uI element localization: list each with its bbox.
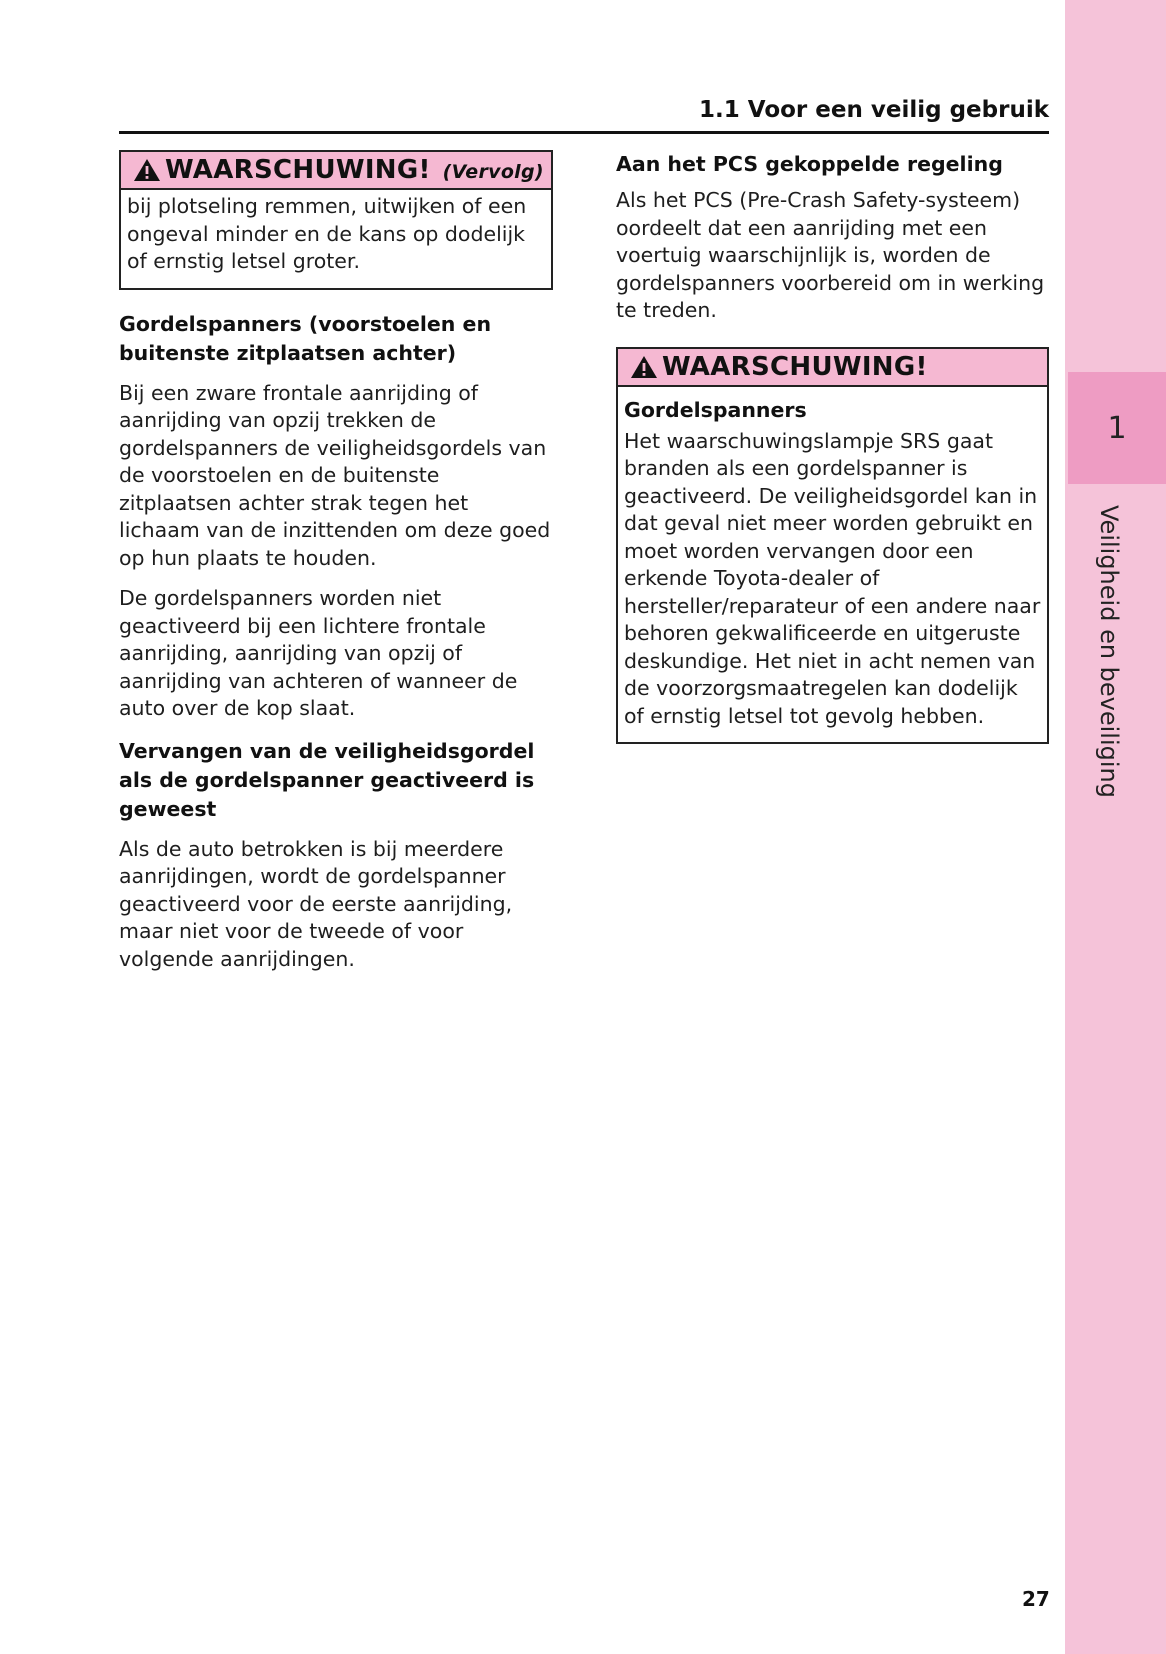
section-heading-vervangen: Vervangen van de veiligheidsgordel als de gordelspanner geactiveerd is geweest — [119, 738, 535, 821]
section-heading-pcs: Aan het PCS gekoppelde regeling — [616, 152, 1003, 176]
warning-body — [618, 387, 1047, 743]
chapter-tab — [1068, 372, 1166, 484]
paragraph: De gordelspanners worden niet geactiveerd bij een lichtere frontale aanrijding, aanrijding van opzij of aanrijding van achteren of wanneer de auto over de kop slaat. — [119, 586, 518, 720]
warning-triangle-icon — [133, 158, 161, 182]
chapter-label: Veiligheid en beveiliging — [1095, 505, 1123, 798]
chapter-sidebar — [1065, 0, 1166, 1654]
warning-title: WAARSCHUWING! — [165, 155, 431, 185]
paragraph: Als de auto betrokken is bij meerdere aanrijdingen, wordt de gordelspanner geactiveerd voor de eerste aanrijding, maar niet voor de tweede of voor volgende aanrijdingen. — [119, 836, 513, 971]
warning-box-continued — [119, 150, 553, 290]
header-divider — [119, 131, 1049, 134]
warning-body — [121, 190, 551, 288]
warning-triangle-icon — [630, 355, 658, 379]
warning-header — [618, 349, 1047, 387]
paragraph: Bij een zware frontale aanrijding of aanrijding van opzij trekken de gordelspanners de veiligheidsgordels van de voorstoelen en de buitenste zitplaatsen achter strak tegen het lichaam van de inzittenden om deze goed op hun plaats te houden. — [119, 380, 551, 570]
chapter-number: 1 — [1107, 410, 1127, 446]
warning-text: bij plotseling remmen, uitwijken of een ongeval minder en de kans op dodelijk of ernstig letsel groter. — [127, 194, 527, 273]
page-header-title: 1.1 Voor een veilig gebruik — [699, 97, 1049, 123]
warning-title: WAARSCHUWING! — [662, 351, 928, 382]
warning-header — [121, 152, 551, 190]
left-column — [119, 150, 553, 973]
page-number: 27 — [1022, 1587, 1050, 1611]
section-heading-gordelspanners: Gordelspanners (voorstoelen en buitenste zitplaatsen achter) — [119, 311, 492, 365]
warning-box — [616, 347, 1049, 745]
warning-continued-label: (Vervolg) — [442, 161, 544, 183]
warning-subheading: Gordelspanners — [624, 397, 807, 422]
right-column — [616, 150, 1049, 764]
warning-text: Het waarschuwingslampje SRS gaat branden als een gordelspanner is geactiveerd. De veiligheidsgordel kan in dat geval niet meer worden gebruikt en moet worden vervangen door een erkende Toyota-dealer of hersteller/reparateur of een andere naar behoren gekwalificeerde en uitgeruste deskundige. Het niet in acht nemen van de voorzorgsmaatregelen kan dodelijk of ernstig letsel tot gevolg hebben. — [624, 428, 1041, 728]
paragraph: Als het PCS (Pre-Crash Safety-systeem) oordeelt dat een aanrijding met een voertuig waarschijnlijk is, worden de gordelspanners voorbereid om in werking te treden. — [616, 188, 1045, 322]
